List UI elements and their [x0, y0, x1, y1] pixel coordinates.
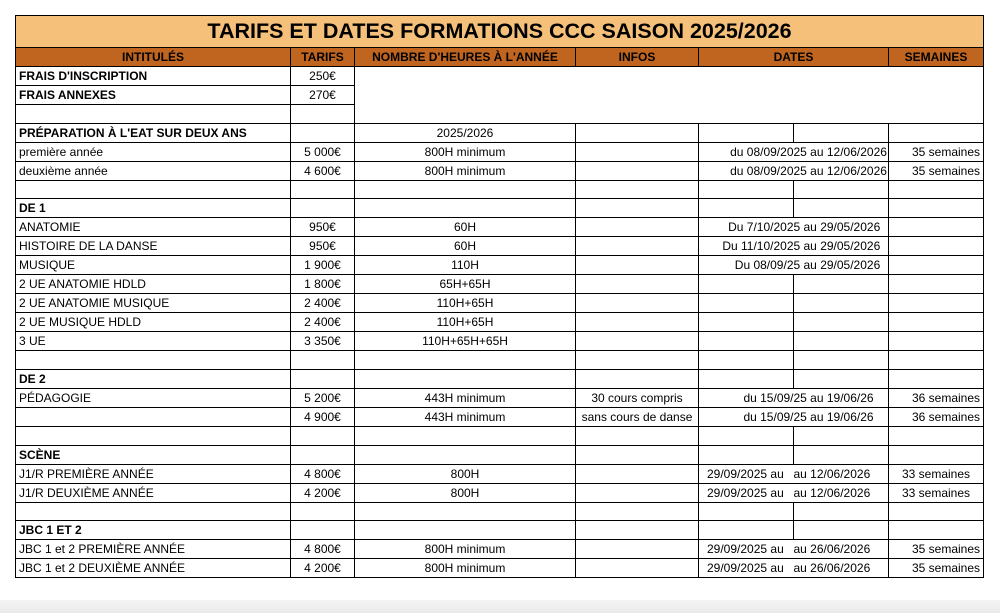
row-dates-start: 29/09/2025 au	[699, 483, 794, 502]
table-cell	[794, 199, 889, 218]
row-heures: 110H	[355, 256, 576, 275]
table-cell	[889, 332, 984, 351]
row-dates-start: du 15/09/	[699, 407, 794, 426]
row-dates-end: au 12/06/2026	[794, 464, 889, 483]
row-infos: sans cours de danse	[576, 407, 699, 426]
table-cell	[291, 521, 355, 540]
table-cell	[576, 483, 699, 502]
table-cell	[699, 351, 794, 370]
row-label: JBC 1 et 2 DEUXIÈME ANNÉE	[16, 559, 291, 578]
table-cell	[699, 294, 794, 313]
table-cell	[889, 502, 984, 521]
row-dates-start: Du 08/09/2	[699, 256, 794, 275]
table-row	[16, 540, 984, 559]
table-row	[16, 388, 984, 407]
table-cell	[889, 199, 984, 218]
table-cell	[576, 180, 699, 199]
row-tarif: 2 400€	[291, 294, 355, 313]
row-dates-end: au 26/06/2026	[794, 540, 889, 559]
table-cell	[291, 351, 355, 370]
table-cell	[576, 161, 699, 180]
table-cell	[794, 502, 889, 521]
table-cell	[576, 464, 699, 483]
table-cell	[16, 502, 291, 521]
fee-tarif: 250€	[291, 67, 355, 86]
table-cell	[576, 199, 699, 218]
bottom-shadow	[0, 600, 1000, 613]
table-row	[16, 332, 984, 351]
section-heading: PRÉPARATION À L'EAT SUR DEUX ANS	[16, 123, 291, 142]
table-cell	[699, 369, 794, 388]
header-dates: DATES	[699, 48, 889, 67]
table-cell	[576, 502, 699, 521]
row-label: première année	[16, 142, 291, 161]
table-cell	[16, 180, 291, 199]
table-cell	[699, 123, 794, 142]
table-cell	[355, 426, 576, 445]
table-cell	[699, 199, 794, 218]
table-row	[16, 237, 984, 256]
row-semaines: 35 semaines	[889, 540, 984, 559]
page-title: TARIFS ET DATES FORMATIONS CCC SAISON 2025/2026	[16, 16, 984, 48]
row-semaines: 35 semaines	[889, 559, 984, 578]
header-row	[16, 48, 984, 67]
row-tarif: 4 900€	[291, 407, 355, 426]
row-heures: 800H	[355, 483, 576, 502]
table-cell	[699, 521, 794, 540]
row-semaines: 35 semaines	[889, 161, 984, 180]
section-heading: DE 2	[16, 369, 291, 388]
fee-tarif: 270€	[291, 86, 355, 105]
table-cell	[889, 275, 984, 294]
row-dates-start: Du 11/10/202	[699, 237, 794, 256]
table-cell	[889, 351, 984, 370]
header-tarifs: TARIFS	[291, 48, 355, 67]
table-cell	[794, 445, 889, 464]
table-cell	[576, 521, 699, 540]
row-tarif: 1 800€	[291, 275, 355, 294]
table-row	[16, 502, 984, 521]
section-heading-row	[16, 521, 984, 540]
table-cell	[355, 180, 576, 199]
table-cell	[889, 369, 984, 388]
table-cell	[576, 237, 699, 256]
row-dates-end: 25 au 19/06/26	[794, 407, 889, 426]
row-label	[16, 407, 291, 426]
table-cell	[889, 180, 984, 199]
row-label: PÉDAGOGIE	[16, 388, 291, 407]
table-cell	[576, 218, 699, 237]
table-cell	[794, 426, 889, 445]
table-cell	[291, 180, 355, 199]
row-heures: 800H minimum	[355, 559, 576, 578]
table-cell	[889, 218, 984, 237]
row-label: 2 UE ANATOMIE MUSIQUE	[16, 294, 291, 313]
table-row	[16, 559, 984, 578]
row-heures: 60H	[355, 218, 576, 237]
row-tarif: 3 350€	[291, 332, 355, 351]
season-label: 2025/2026	[355, 123, 576, 142]
table-cell	[794, 294, 889, 313]
table-cell	[291, 369, 355, 388]
table-row	[16, 142, 984, 161]
row-label: 2 UE ANATOMIE HDLD	[16, 275, 291, 294]
row-heures: 800H minimum	[355, 161, 576, 180]
table-cell	[699, 180, 794, 199]
fee-label: FRAIS D'INSCRIPTION	[16, 67, 291, 86]
row-semaines: 35 semaines	[889, 142, 984, 161]
header-infos: INFOS	[576, 48, 699, 67]
table-row	[16, 218, 984, 237]
table-cell	[699, 275, 794, 294]
row-tarif: 4 800€	[291, 540, 355, 559]
row-label: 2 UE MUSIQUE HDLD	[16, 313, 291, 332]
row-dates-start: du 08/09/20	[699, 142, 794, 161]
table-cell	[355, 445, 576, 464]
table-row	[16, 294, 984, 313]
table-cell	[889, 426, 984, 445]
table-cell	[291, 123, 355, 142]
section-heading: SCÈNE	[16, 445, 291, 464]
row-tarif: 4 600€	[291, 161, 355, 180]
row-dates-start: du 08/09/20	[699, 161, 794, 180]
table-cell	[291, 502, 355, 521]
row-dates-end: au 26/06/2026	[794, 559, 889, 578]
row-heures: 800H minimum	[355, 540, 576, 559]
table-cell	[576, 123, 699, 142]
table-cell	[291, 199, 355, 218]
row-dates-start: 29/09/2025 au	[699, 559, 794, 578]
table-cell	[889, 256, 984, 275]
empty-cell	[16, 105, 291, 124]
row-semaines: 33 semaines	[889, 483, 984, 502]
row-tarif: 950€	[291, 237, 355, 256]
row-label: J1/R DEUXIÈME ANNÉE	[16, 483, 291, 502]
row-tarif: 950€	[291, 218, 355, 237]
table-cell	[355, 199, 576, 218]
row-heures: 65H+65H	[355, 275, 576, 294]
table-cell	[16, 351, 291, 370]
tariff-table	[15, 15, 984, 578]
row-label: ANATOMIE	[16, 218, 291, 237]
empty-block	[355, 67, 984, 124]
table-cell	[355, 521, 576, 540]
row-dates-start: 29/09/2025 au	[699, 540, 794, 559]
section-heading: JBC 1 ET 2	[16, 521, 291, 540]
table-cell	[576, 445, 699, 464]
row-heures: 110H+65H+65H	[355, 332, 576, 351]
row-heures: 443H minimum	[355, 388, 576, 407]
row-heures: 800H	[355, 464, 576, 483]
row-dates-end: 5 au 29/05/2026	[794, 237, 889, 256]
table-row	[16, 483, 984, 502]
section-heading-row	[16, 445, 984, 464]
table-cell	[576, 559, 699, 578]
row-tarif: 1 900€	[291, 256, 355, 275]
table-cell	[794, 180, 889, 199]
row-tarif: 4 200€	[291, 483, 355, 502]
table-cell	[699, 313, 794, 332]
row-semaines: 36 semaines	[889, 407, 984, 426]
table-row	[16, 351, 984, 370]
row-label: deuxième année	[16, 161, 291, 180]
table-cell	[355, 502, 576, 521]
row-infos: 30 cours compris	[576, 388, 699, 407]
row-dates-end: 25 au 12/06/2026	[794, 142, 889, 161]
table-cell	[576, 369, 699, 388]
table-cell	[794, 521, 889, 540]
row-label: HISTOIRE DE LA DANSE	[16, 237, 291, 256]
table-cell	[576, 142, 699, 161]
row-heures: 443H minimum	[355, 407, 576, 426]
table-cell	[699, 445, 794, 464]
row-tarif: 5 000€	[291, 142, 355, 161]
table-cell	[794, 313, 889, 332]
section-heading: DE 1	[16, 199, 291, 218]
row-dates-end: au 12/06/2026	[794, 483, 889, 502]
table-cell	[794, 369, 889, 388]
row-semaines: 33 semaines	[889, 464, 984, 483]
row-heures: 110H+65H	[355, 294, 576, 313]
table-cell	[576, 256, 699, 275]
row-tarif: 2 400€	[291, 313, 355, 332]
row-semaines: 36 semaines	[889, 388, 984, 407]
table-cell	[889, 123, 984, 142]
row-dates-end: 25 au 19/06/26	[794, 388, 889, 407]
section-heading-row	[16, 123, 984, 142]
row-heures: 110H+65H	[355, 313, 576, 332]
table-cell	[16, 426, 291, 445]
table-cell	[889, 521, 984, 540]
row-dates-end: 5 au 29/05/2026	[794, 218, 889, 237]
table-row	[16, 275, 984, 294]
row-dates-start: Du 7/10/202	[699, 218, 794, 237]
table-cell	[699, 426, 794, 445]
section-heading-row	[16, 199, 984, 218]
table-row	[16, 407, 984, 426]
table-row	[16, 464, 984, 483]
table-cell	[576, 275, 699, 294]
table-cell	[794, 351, 889, 370]
row-label: J1/R PREMIÈRE ANNÉE	[16, 464, 291, 483]
table-cell	[291, 426, 355, 445]
table-row	[16, 313, 984, 332]
header-heures: NOMBRE D'HEURES À L'ANNÉE	[355, 48, 576, 67]
table-cell	[291, 445, 355, 464]
row-label: JBC 1 et 2 PREMIÈRE ANNÉE	[16, 540, 291, 559]
table-row	[16, 161, 984, 180]
table-row	[16, 256, 984, 275]
header-semaines: SEMAINES	[889, 48, 984, 67]
table-cell	[576, 540, 699, 559]
table-cell	[699, 502, 794, 521]
row-dates-end: 5 au 29/05/2026	[794, 256, 889, 275]
table-cell	[889, 313, 984, 332]
table-cell	[576, 294, 699, 313]
row-dates-start: du 15/09/	[699, 388, 794, 407]
row-tarif: 4 200€	[291, 559, 355, 578]
row-tarif: 5 200€	[291, 388, 355, 407]
table-cell	[576, 351, 699, 370]
table-cell	[576, 313, 699, 332]
row-dates-end: 25 au 12/06/2026	[794, 161, 889, 180]
table-row	[16, 180, 984, 199]
header-intitules: INTITULÉS	[16, 48, 291, 67]
table-cell	[355, 351, 576, 370]
table-cell	[794, 332, 889, 351]
row-label: 3 UE	[16, 332, 291, 351]
fee-label: FRAIS ANNEXES	[16, 86, 291, 105]
spreadsheet	[15, 15, 984, 578]
row-tarif: 4 800€	[291, 464, 355, 483]
table-row	[16, 67, 984, 86]
table-cell	[889, 237, 984, 256]
table-cell	[576, 332, 699, 351]
table-cell	[794, 123, 889, 142]
table-cell	[576, 426, 699, 445]
table-cell	[699, 332, 794, 351]
row-label: MUSIQUE	[16, 256, 291, 275]
table-cell	[355, 369, 576, 388]
table-cell	[794, 275, 889, 294]
table-row	[16, 426, 984, 445]
row-heures: 800H minimum	[355, 142, 576, 161]
table-cell	[889, 294, 984, 313]
row-heures: 60H	[355, 237, 576, 256]
row-dates-start: 29/09/2025 au	[699, 464, 794, 483]
table-cell	[889, 445, 984, 464]
empty-cell	[291, 105, 355, 124]
section-heading-row	[16, 369, 984, 388]
